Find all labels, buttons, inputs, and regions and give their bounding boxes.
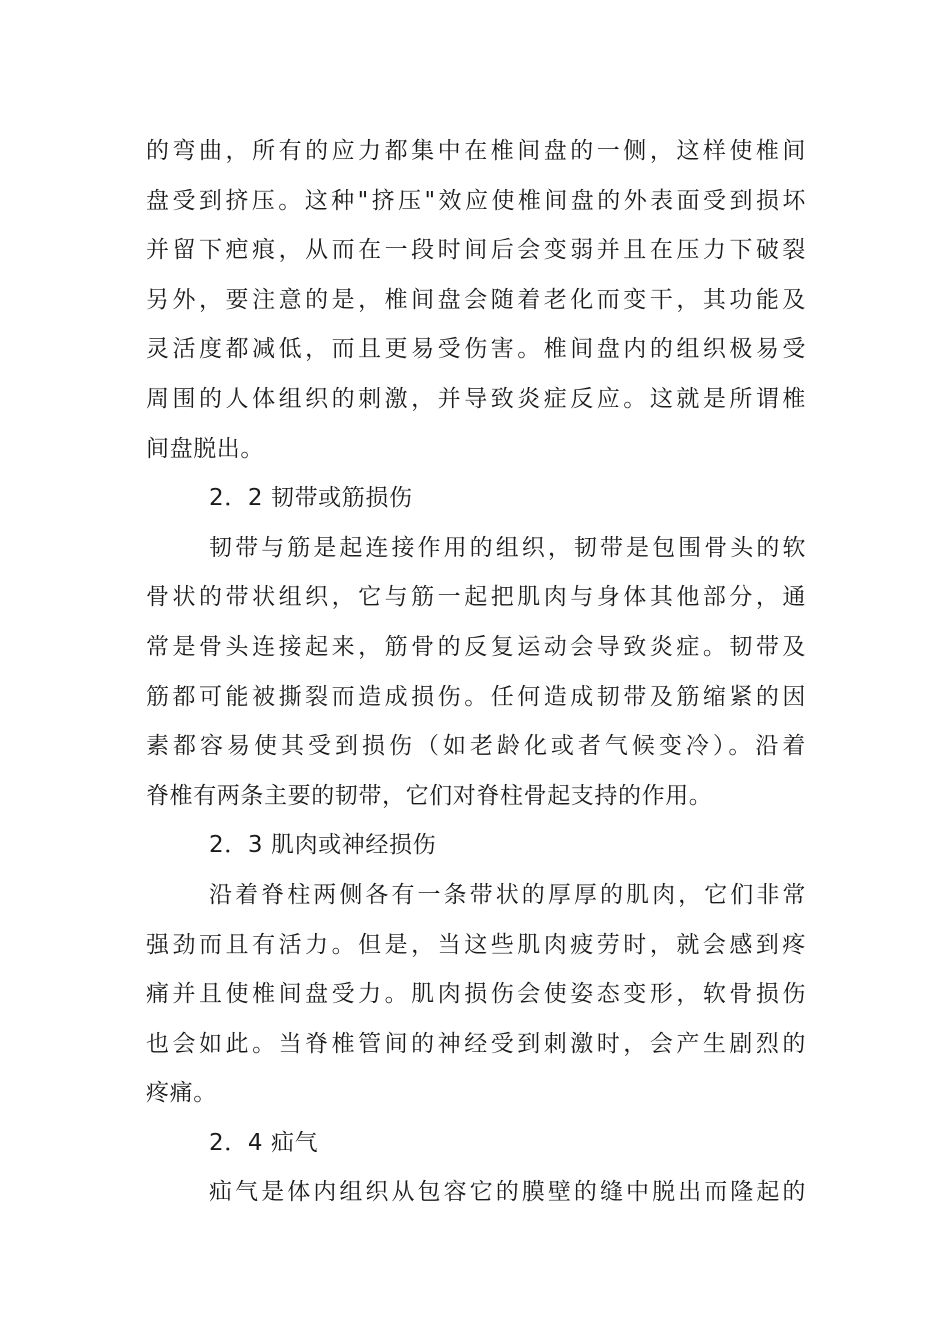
text-line: 灵活度都减低，而且更易受伤害。椎间盘内的组织极易受 [146, 336, 806, 363]
paragraph-hernia [146, 1168, 806, 1218]
text-line: 的弯曲，所有的应力都集中在椎间盘的一侧，这样使椎间 [146, 138, 806, 164]
text-line: 周围的人体组织的刺激，并导致炎症反应。这就是所谓椎 [146, 385, 806, 412]
text-line: 盘受到挤压。这种"挤压"效应使椎间盘的外表面受到损坏 [146, 187, 806, 214]
paragraph-disc-stress [146, 127, 806, 474]
text-line: 并留下疤痕，从而在一段时间后会变弱并且在压力下破裂 [146, 237, 806, 264]
text-line: 骨状的带状组织，它与筋一起把肌肉与身体其他部分，通 [146, 584, 806, 611]
text-line: 常是骨头连接起来，筋骨的反复运动会导致炎症。韧带及 [146, 633, 806, 660]
document-page [146, 127, 806, 1218]
text-line: 也会如此。当脊椎管间的神经受到刺激时，会产生剧烈的 [146, 1030, 806, 1057]
text-line: 疼痛。 [146, 1080, 217, 1107]
text-line: 筋都可能被撕裂而造成损伤。任何造成韧带及筋缩紧的因 [146, 683, 806, 710]
section-heading-2-3: 2．3 肌肉或神经损伤 [209, 832, 437, 859]
text-line: 强劲而且有活力。但是，当这些肌肉疲劳时，就会感到疼 [146, 931, 806, 958]
paragraph-muscle-nerve [146, 871, 806, 1119]
text-line: 韧带与筋是起连接作用的组织，韧带是包围骨头的软 [209, 534, 806, 561]
text-line: 疝气是体内组织从包容它的膜壁的缝中脱出而隆起的 [209, 1179, 806, 1206]
text-line: 脊椎有两条主要的韧带，它们对脊柱骨起支持的作用。 [146, 782, 713, 809]
section-heading-2-2: 2．2 韧带或筋损伤 [209, 485, 413, 512]
text-line: 痛并且使椎间盘受力。肌肉损伤会使姿态变形，软骨损伤 [146, 981, 806, 1008]
text-line: 素都容易使其受到损伤（如老龄化或者气候变冷）。沿着 [146, 733, 806, 760]
text-line: 另外，要注意的是，椎间盘会随着老化而变干，其功能及 [146, 286, 806, 313]
section-heading-2-4: 2．4 疝气 [209, 1129, 319, 1156]
text-line: 间盘脱出。 [146, 435, 264, 462]
text-line: 沿着脊柱两侧各有一条带状的厚厚的肌肉，它们非常 [209, 881, 806, 908]
paragraph-ligament [146, 524, 806, 822]
